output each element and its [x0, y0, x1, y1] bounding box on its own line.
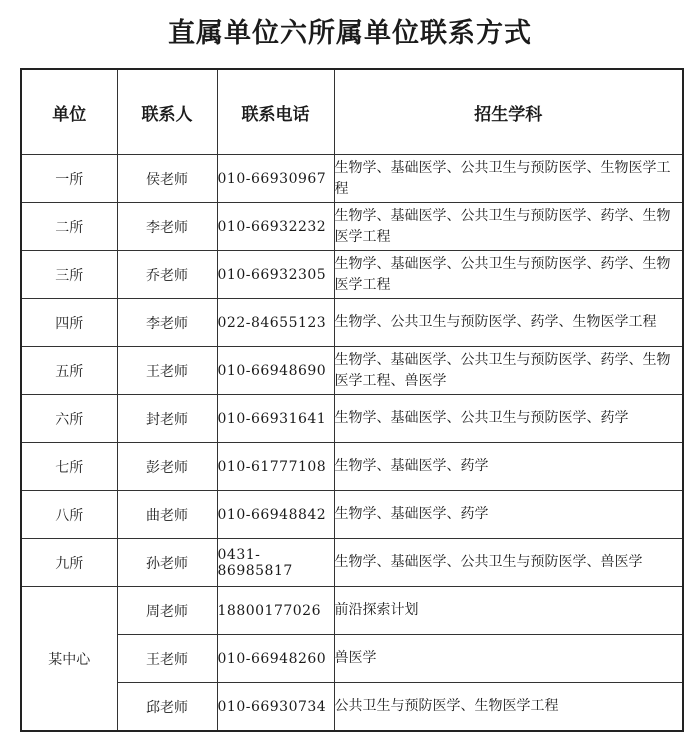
- subject-cell: 生物学、公共卫生与预防医学、药学、生物医学工程: [334, 299, 683, 347]
- table-row: [21, 635, 683, 683]
- phone-cell: 010-66932232: [217, 203, 334, 251]
- unit-cell: 二所: [21, 203, 117, 251]
- phone-cell: 010-66930734: [217, 683, 334, 732]
- table-body: [21, 155, 683, 732]
- center-unit-cell: 某中心: [21, 587, 117, 732]
- subject-cell: 生物学、基础医学、公共卫生与预防医学、药学、生物医学工程: [334, 203, 683, 251]
- person-cell: 王老师: [117, 347, 217, 395]
- phone-cell: 010-61777108: [217, 443, 334, 491]
- person-cell: 侯老师: [117, 155, 217, 203]
- page-title: 直属单位六所属单位联系方式: [168, 18, 532, 49]
- phone-cell: 010-66948260: [217, 635, 334, 683]
- person-cell: 乔老师: [117, 251, 217, 299]
- phone-cell: 010-66931641: [217, 395, 334, 443]
- phone-cell: 010-66948690: [217, 347, 334, 395]
- subject-cell: 生物学、基础医学、公共卫生与预防医学、生物医学工程: [334, 155, 683, 203]
- unit-cell: 七所: [21, 443, 117, 491]
- subject-cell: 兽医学: [334, 635, 683, 683]
- header-subject: 招生学科: [334, 69, 683, 155]
- person-cell: 李老师: [117, 203, 217, 251]
- table-row: [21, 443, 683, 491]
- person-cell: 王老师: [117, 635, 217, 683]
- person-cell: 李老师: [117, 299, 217, 347]
- person-cell: 封老师: [117, 395, 217, 443]
- subject-cell: 生物学、基础医学、公共卫生与预防医学、兽医学: [334, 539, 683, 587]
- unit-cell: 一所: [21, 155, 117, 203]
- subject-cell: 生物学、基础医学、药学: [334, 491, 683, 539]
- subject-cell: 生物学、基础医学、公共卫生与预防医学、药学、生物医学工程、兽医学: [334, 347, 683, 395]
- table-row: [21, 539, 683, 587]
- subject-cell: 生物学、基础医学、公共卫生与预防医学、药学: [334, 395, 683, 443]
- table-row: [21, 251, 683, 299]
- header-row: [21, 69, 683, 155]
- unit-cell: 六所: [21, 395, 117, 443]
- table-row: [21, 155, 683, 203]
- phone-cell: 022-84655123: [217, 299, 334, 347]
- contacts-table: [20, 68, 684, 732]
- person-cell: 彭老师: [117, 443, 217, 491]
- phone-cell: 010-66948842: [217, 491, 334, 539]
- unit-cell: 九所: [21, 539, 117, 587]
- unit-cell: 八所: [21, 491, 117, 539]
- table-header: [21, 69, 683, 155]
- unit-cell: 四所: [21, 299, 117, 347]
- table-row: [21, 347, 683, 395]
- person-cell: 孙老师: [117, 539, 217, 587]
- person-cell: 邱老师: [117, 683, 217, 732]
- table-row: [21, 491, 683, 539]
- subject-cell: 前沿探索计划: [334, 587, 683, 635]
- person-cell: 曲老师: [117, 491, 217, 539]
- table-row: [21, 299, 683, 347]
- table-row: [21, 395, 683, 443]
- table-row: [21, 203, 683, 251]
- subject-cell: 生物学、基础医学、公共卫生与预防医学、药学、生物医学工程: [334, 251, 683, 299]
- header-phone: 联系电话: [217, 69, 334, 155]
- subject-cell: 公共卫生与预防医学、生物医学工程: [334, 683, 683, 732]
- table-row: [21, 587, 683, 635]
- header-unit: 单位: [21, 69, 117, 155]
- table-row: [21, 683, 683, 732]
- unit-cell: 五所: [21, 347, 117, 395]
- person-cell: 周老师: [117, 587, 217, 635]
- phone-cell: 010-66932305: [217, 251, 334, 299]
- phone-cell: 010-66930967: [217, 155, 334, 203]
- phone-cell: 18800177026: [217, 587, 334, 635]
- unit-cell: 三所: [21, 251, 117, 299]
- header-person: 联系人: [117, 69, 217, 155]
- subject-cell: 生物学、基础医学、药学: [334, 443, 683, 491]
- phone-cell: 0431-86985817: [217, 539, 334, 587]
